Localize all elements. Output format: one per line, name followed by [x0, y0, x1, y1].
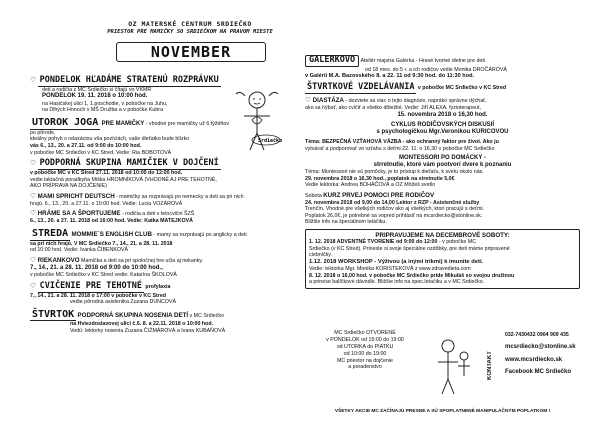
tehotne-title: CVIČENIE PRE TEHOTNÉ	[39, 280, 143, 291]
kurz-line2: Trenčín. Vhodné pre všetkých rodičov ako aj všetkých, ktorí pracujú s deťmi.	[305, 206, 485, 213]
vzdelavania-title: ŠTVRTKOVÉ VZDELÁVANIA	[307, 82, 415, 93]
email-link[interactable]: mcsrdiecko@stonline.sk	[505, 343, 576, 350]
kurz-date: 24. novembra 2018 od 9,00 do 14,00 Lektor z RZP - Asistenčné služby	[305, 199, 480, 206]
section-cyklus	[305, 122, 580, 136]
diastaza-date: 15. novembra 2018 o 16,30 hod.	[397, 111, 488, 118]
rozpravka-title: PONDELOK HĽADÁME STRATENÚ ROZPRÁVKU	[39, 75, 219, 85]
web-link[interactable]: www.mcsrdiecko.sk	[505, 356, 563, 363]
dojcenie-date: v pobočke MC v KC Stred 27.11. 2018 od 10:00 do 12:00 hod.	[30, 169, 183, 176]
section-pripravujeme	[305, 229, 580, 289]
section-prva-pomoc	[305, 192, 580, 226]
month-title: NOVEMBER	[150, 43, 232, 61]
montessori-title: MONTESSORI PO DOMÁCKY -	[399, 155, 486, 162]
english-line1: - mamy sa rozprávajú po anglicky a deti	[153, 232, 247, 239]
kurz-prefix: Sobota	[305, 192, 322, 199]
kurz-line3: Poplatok 26,0€, je potrebné sa vopred prihlásiť na mcsrdiecko@stonline.sk.	[305, 212, 483, 219]
heart-icon: ♡	[30, 256, 37, 264]
riekankovo-line1: Mamička a deti sa pri spoločnej hre učia aj riekanky.	[81, 257, 204, 264]
header	[40, 21, 340, 36]
section-vzdelavania	[305, 83, 580, 94]
montessori-date: 29. novembra 2018 o 16,30 hod., poplatok na stretnutie 5,0€	[305, 175, 455, 182]
adventne-line3: ciebníčky.	[309, 252, 333, 259]
mikulas-line2: a prinese balíčkové dávodle. Bližšie info na spec.letačiku a v MC Srdiečko.	[309, 279, 485, 286]
tehotne-line2: vedie pôrodná asistentka Zuzana DUNCOVÁ	[70, 299, 176, 306]
right-column	[305, 55, 580, 291]
open-line6: a poradenstvo	[348, 364, 382, 371]
cyklus-line1: Téma: BEZPEČNÁ VZŤAHOVÁ VÄZBA - ako ochranný faktor pre život. Ako ju	[305, 139, 499, 146]
open-line1: MC Srdiečko OTVORENÉ	[334, 330, 396, 336]
contact-details	[505, 330, 580, 379]
girl-label: Srdiečko	[258, 138, 283, 144]
galerkovo-line1: Ateliér majstra Galérka - Hravé tvorivé dielne pre deti	[360, 58, 485, 64]
pripravujeme-title: PRIPRAVUJEME NA DECEMBROVÉ SOBOTY:	[375, 232, 510, 240]
diastaza-line1: - dozviete sa viac o tejto diagnóze, naprákо správne dýchať,	[345, 98, 487, 105]
heart-icon: ♡	[30, 77, 37, 84]
diastaza-title: DIASTÁZA	[312, 97, 344, 105]
heart-icon: ♡	[30, 160, 37, 168]
workshop-line2: Vedie: lektorka Mgr. Monika KORISTEKOVÁ z www.zdravedieta.com	[309, 266, 471, 273]
cyklus-title: CYKLUS RODIČOVSKÝCH DISKUSIÍ	[390, 122, 494, 129]
adventne-line2: Srdiečko (v KC Stred). Prineste si svoje špeciálne ozdôbky, pre deti máme pripravené	[309, 245, 510, 252]
riekankovo-date: 7., 14., 21. a 28. 11. 2018 od 9:00 do 10:00 hod.,	[30, 264, 163, 271]
montessori-subtitle: strretnutie, ktoré vám pootvorí dvere k poznaniu	[373, 162, 512, 169]
kurz-line4: Bližšie info na špeciálnom letáčiku.	[305, 219, 387, 226]
galerkovo-line2: od 18 mes. do 5 r. a ich rodičov vedie Monika DROČÁROVÁ	[365, 66, 507, 73]
english-title: MOMMIE´S ENGLISH CLUB	[71, 231, 152, 239]
deutsch-line1: - mamičky sa rozprávajú po nemecky a deti sa pri nich	[116, 193, 244, 200]
mikulas-line: 8. 12. 2018 o 16,00 hod. v pobočke MC Srdiečko príde Mikuláš so svojou družinou	[309, 272, 515, 279]
rozpravka-line1: deti a rodičia z MC Srdiečko si čítajú vo VKMR	[42, 86, 152, 93]
stvrtok-title: ŠTVRTOK	[32, 308, 75, 320]
nosenie-title: PODPORNÁ SKUPINA NOSENIA DETÍ	[77, 311, 189, 319]
kontakt-label: KONTAKT	[487, 351, 493, 381]
cyklus-subtitle: s psychologičkou Mgr.Veronikou KURICOVOU	[376, 129, 509, 136]
heart-icon: ♡	[30, 210, 37, 218]
dojcenie-line2: vedie laktačná poradkyňa Miška HROMNÍKOVÁ (VHODNÉ AJ PRE TEHOTNÉ,	[30, 176, 217, 183]
section-tema	[305, 139, 580, 152]
nosenie-line3: Vedú: lektorky nosenia Zuzana ČIŽMÁROVÁ a Ivana KUBAŇOVÁ	[70, 328, 226, 335]
deutsch-line2: hrajú. 6., 13., 20. a 27.11. o 10:00 hod. Vedie: Lucia VOZÁROVÁ	[30, 200, 183, 207]
joga-line2: ideálny pohyb s relaxáciou vša pozíciách, vaše dieťatko bude blízko	[30, 136, 190, 143]
galerkovo-line3: v Galérii M.A. Bazovského 8. a 22. 11 od 9:30 hod. do 11:30 hod.	[305, 73, 475, 80]
family-icon	[430, 334, 480, 399]
section-rozpravka	[30, 76, 230, 114]
section-dojcenie	[30, 159, 295, 190]
galerkovo-title: GALERKOVO	[305, 55, 359, 67]
kurz-title: KURZ PRVEJ POMOCI PRE RODIČOV	[323, 191, 435, 199]
montessori-line1: Téma: Montessori nie sú pomôcky, je to prístup k dieťaťu, k svetu okolo nás.	[305, 169, 484, 176]
adventne-line: 1. 12. 2018 ADVENTNÉ TVORENIE od 9:00 do 12:00 - v pobočke MC	[309, 239, 477, 246]
english-line2: sa pri nich hrajú. V MC Srdiečko 7., 14., 21. a 28. 11. 2018	[30, 240, 173, 247]
phone-text: 032-7430432 0904 909 435	[505, 332, 569, 338]
vzdelavania-subtitle: v pobočke MC Srdiečko v KC Stred	[417, 85, 507, 92]
open-line3: od UTORKA do PIATKU	[336, 343, 394, 350]
rozpravka-date: PONDELOK 19. 11. 2018 o 10:00 hod.	[42, 93, 148, 100]
opening-hours	[305, 330, 425, 371]
month-banner	[86, 42, 296, 68]
tehotne-date: 7., 14., 21. a 28. 11. 2018 o 17:00 v pobočke v KC Stred	[30, 292, 167, 299]
joga-subtitle: PRE MAMIČKY	[101, 121, 145, 128]
section-diastaza	[305, 97, 580, 119]
heart-icon: ♡	[305, 97, 312, 105]
rozpravka-line3: na Hasičskej ulici 1, 1.poschodie, v pobočke na Juhu,	[42, 100, 168, 107]
section-montessori	[305, 155, 580, 189]
heart-icon: ♡	[30, 192, 37, 200]
org-tagline: PRIESTOR PRE MAMIČKY SO SRDIEČKOM NA PRAVOM MIESTE	[107, 29, 273, 36]
sport-title: HRÁME SA A ŠPORTUJEME	[37, 210, 121, 218]
heart-icon: ♡	[30, 282, 37, 290]
facebook-link[interactable]: Facebook MC Srdiečko	[505, 369, 572, 376]
section-joga	[30, 117, 230, 156]
section-english	[30, 228, 295, 254]
left-column	[30, 76, 295, 338]
sport-line2: 6., 13., 20. a 27. 11. 2018 od 16:00 hod. Vedie: Katka MATEJKOVÁ	[30, 218, 194, 225]
english-line3: od 10:00 hod. Vedie: Ivanka ČÍBENKOVÁ	[30, 247, 129, 254]
nosenie-line1: v MC Srdiečko	[189, 312, 224, 319]
montessori-line3: Vedie lektorka: Andrea BOHÁČOVÁ a OZ Môžeš svetlo	[305, 182, 436, 189]
tehotne-subtitle: profylaxia	[145, 283, 171, 290]
joga-line4: v pobočke MC Srdiečko v KC Stred. Vedie: Ria BOBOTOVÁ	[30, 149, 172, 156]
footer-note: VŠETKY AKCIE MC ZAČÍNAJÚ PRESNE A SÚ SPOPLATNENÉ MANIPULAČNÝM POPLATKOM !	[334, 409, 551, 414]
open-line2: v PONDELOK od 15:00 do 19:00	[326, 336, 404, 343]
section-deutsch	[30, 193, 295, 208]
diastaza-line2: ako sa hýbať, ako cvičiť a všetko dôležité. Vedie: Jiří ALEXA, fyzioterapeut,	[305, 105, 481, 112]
section-nosenie	[30, 309, 295, 335]
org-name: OZ MATERSKÉ CENTRUM SRDIEČKO	[128, 20, 252, 28]
contact-block	[305, 330, 580, 410]
rozpravka-line4: na Dlhých Honoch v MŠ Družba a v pobočke Kubra	[42, 107, 164, 114]
workshop-line: 1.12. 2018 WORKSHOP - Výživou (a inými trikmi) k imunite detí.	[309, 259, 484, 266]
riekankovo-title: RIEKANKOVO	[37, 256, 80, 264]
open-line4: od 10:00 do 19:00	[343, 350, 387, 357]
streda-title: STREDA	[32, 228, 69, 240]
nosenie-date: na Hviezdoslavovej ulici č.6. 8. a 22.11. 2018 o 10:00 hod.	[70, 321, 214, 328]
section-riekankovo	[30, 257, 295, 279]
deutsch-title: MAMI SPRICHT DEUTSCH	[37, 192, 115, 200]
section-sport	[30, 210, 295, 225]
open-line5: MC priestor na dojčenie	[337, 357, 393, 364]
joga-line1: - vhodné pre mamičky už 6 týždňov po pôrode,	[30, 121, 230, 136]
joga-title: UTOROK JOGA	[32, 117, 99, 129]
joga-date: vás 6., 13., 20. a 27.11. od 9:00 do 10:00 hod.	[30, 142, 142, 149]
dojcenie-title: PODPORNÁ SKUPINA MAMIČIEK V DOJČENÍ	[39, 158, 219, 169]
riekankovo-line3: v pobočke MC Srdiečko v KC Stred vedie: Katarína ŠKOLOVÁ	[30, 272, 177, 279]
sport-line1: - rodičia a deti v telocvični ŠZŠ	[121, 211, 195, 218]
section-galerkovo	[305, 55, 580, 80]
cyklus-line2: vytvárať a podporovať vo vzťahu s deťmi 22. 11. o 16,30 v pobočke MC Srdiečko	[305, 145, 495, 152]
dojcenie-line3: AKO PRÍPRAVA NA DOJČENIE)	[30, 183, 107, 190]
section-tehotne	[30, 282, 295, 306]
